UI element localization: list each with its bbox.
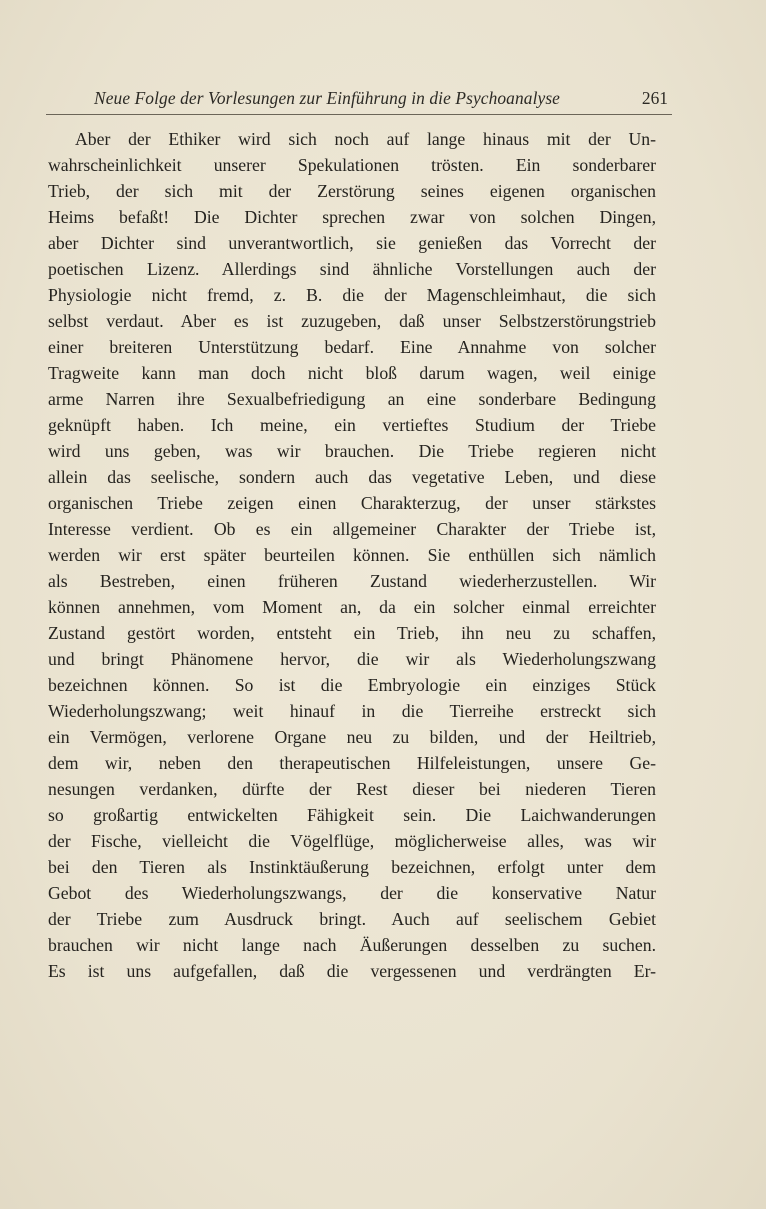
text-line: so großartig entwickelten Fähigkeit sein. Die Laichwanderungen xyxy=(48,805,656,825)
text-line: aber Dichter sind unverantwortlich, sie genießen das Vorrecht der xyxy=(48,233,656,253)
text-line: wahrscheinlichkeit unserer Spekulationen trösten. Ein sonderbarer xyxy=(48,155,656,175)
text-line: ein Vermögen, verlorene Organe neu zu bilden, und der Heiltrieb, xyxy=(48,727,656,747)
text-line: Es ist uns aufgefallen, daß die vergessenen und verdrängten Er- xyxy=(48,961,656,981)
text-line: bezeichnen können. So ist die Embryologie ein einziges Stück xyxy=(48,675,656,695)
body-text xyxy=(48,126,656,984)
page-number: 261 xyxy=(641,88,668,108)
text-line: arme Narren ihre Sexualbefriedigung an eine sonderbare Bedingung xyxy=(48,389,656,409)
text-line: Trieb, der sich mit der Zerstörung seines eigenen organischen xyxy=(48,181,656,201)
text-line: Wiederholungszwang; weit hinauf in die Tierreihe erstreckt sich xyxy=(48,701,656,721)
text-line: Physiologie nicht fremd, z. B. die der Magenschleimhaut, die sich xyxy=(48,285,656,305)
text-line: werden wir erst später beurteilen können. Sie enthüllen sich nämlich xyxy=(48,545,656,565)
text-line: selbst verdaut. Aber es ist zuzugeben, daß unser Selbstzerstörungstrieb xyxy=(48,311,656,331)
text-line: geknüpft haben. Ich meine, ein vertieftes Studium der Triebe xyxy=(48,415,656,435)
text-line: der Triebe zum Ausdruck bringt. Auch auf seelischem Gebiet xyxy=(48,909,656,929)
text-line: Interesse verdient. Ob es ein allgemeiner Charakter der Triebe ist, xyxy=(48,519,656,539)
text-line: Zustand gestört worden, entsteht ein Trieb, ihn neu zu schaffen, xyxy=(48,623,656,643)
text-line: Aber der Ethiker wird sich noch auf lange hinaus mit der Un- xyxy=(75,129,656,149)
text-line: wird uns geben, was wir brauchen. Die Triebe regieren nicht xyxy=(48,441,656,461)
text-line: Tragweite kann man doch nicht bloß darum wagen, weil einige xyxy=(48,363,656,383)
text-line: poetischen Lizenz. Allerdings sind ähnliche Vorstellungen auch der xyxy=(48,259,656,279)
text-line: allein das seelische, sondern auch das vegetative Leben, und diese xyxy=(48,467,656,487)
text-line: der Fische, vielleicht die Vögelflüge, möglicherweise alles, was wir xyxy=(48,831,656,851)
text-line: und bringt Phänomene hervor, die wir als Wiederholungszwang xyxy=(48,649,656,669)
text-line: nesungen verdanken, dürfte der Rest dieser bei niederen Tieren xyxy=(48,779,656,799)
text-line: dem wir, neben den therapeutischen Hilfeleistungen, unsere Ge- xyxy=(48,753,656,773)
text-line: organischen Triebe zeigen einen Charakterzug, der unser stärkstes xyxy=(48,493,656,513)
text-line: können annehmen, vom Moment an, da ein solcher einmal erreichter xyxy=(48,597,656,617)
text-line: bei den Tieren als Instinktäußerung bezeichnen, erfolgt unter dem xyxy=(48,857,656,877)
page-header xyxy=(46,82,672,115)
text-line: Gebot des Wiederholungszwangs, der die konservative Natur xyxy=(48,883,656,903)
text-line: als Bestreben, einen früheren Zustand wiederherzustellen. Wir xyxy=(48,571,656,591)
running-title: Neue Folge der Vorlesungen zur Einführung in die Psychoanalyse xyxy=(94,88,561,108)
text-line: einer breiteren Unterstützung bedarf. Eine Annahme von solcher xyxy=(48,337,656,357)
text-line: brauchen wir nicht lange nach Äußerungen desselben zu suchen. xyxy=(48,935,656,955)
text-line: Heims befaßt! Die Dichter sprechen zwar von solchen Dingen, xyxy=(48,207,656,227)
